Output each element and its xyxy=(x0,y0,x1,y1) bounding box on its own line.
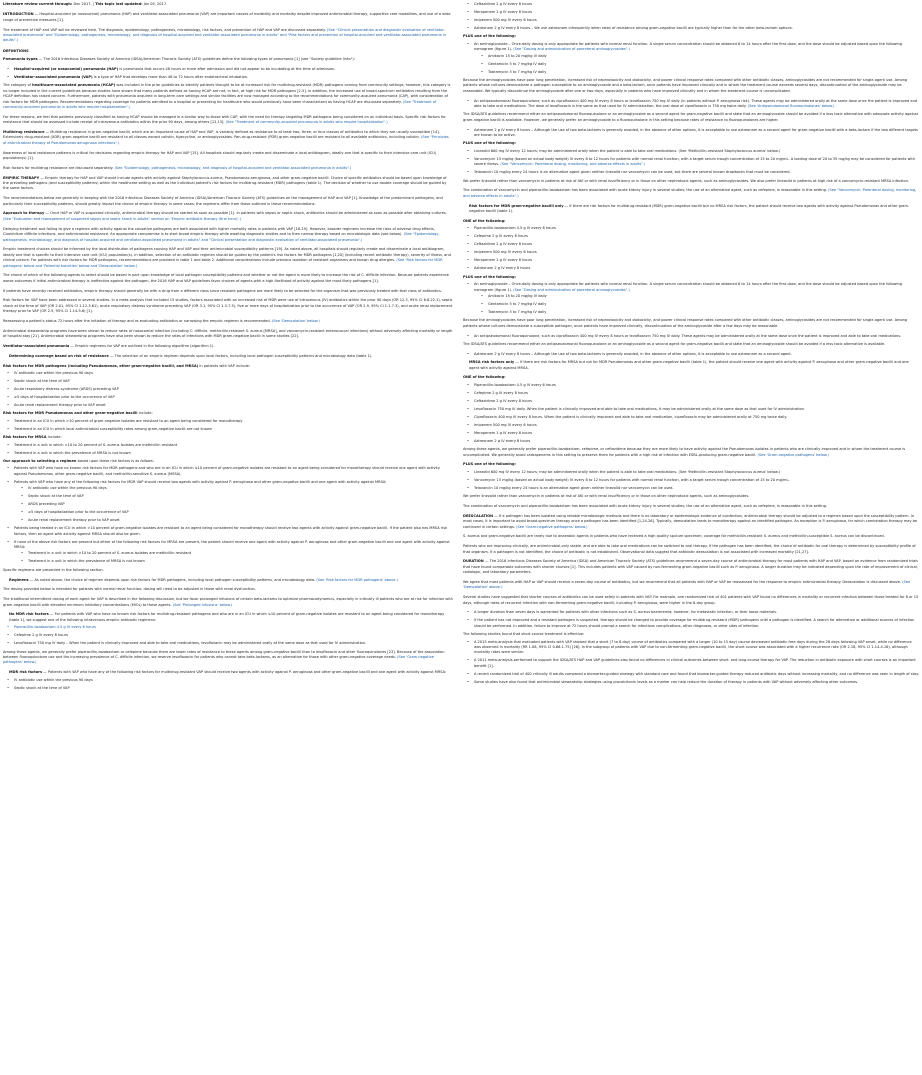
mdr-text: Multidrug resistance in gram-negative bacilli, which are an important cause of HAP and VAP, is variably defined as resistance to at least two, three, or four classes of antibiotics to which they are usually susceptible [14]. Extensively drug-resistant (XDR) gram-negative bacilli are resistant to all classes except colistin, tigecycline, or aminoglycosides. Pan-drug-resistant (PDR) gram-negative bacilli are resistant to all available antibiotics, including colistin. xyxy=(3,130,440,140)
list-item: • Septic shock at the time of VAP xyxy=(14,379,453,384)
prior-text: For these reasons, we feel that patients previously classified as having HCAP should be managed in a similar way to those with CAP, with the need for therapy targeting MDR pathogens being considered on an individual basis. Specific risk factors for resistance that should be assessed include receipt of intravenous antibiotics within the prior 90 days, among others [12,13]. xyxy=(3,114,446,125)
vap-section-label: Ventilator-associated pneumonia xyxy=(3,343,70,348)
stewardship-paragraph: Antimicrobial stewardship programs have been shown to reduce rates of nosocomial infection (including C. difficile, methicillin-resistant S. aureus [MRSA], and vancomycin-resistant enterococcal infections) without adversely affecting mortality or length of hospital stay [21]. Antimicrobial stewardship programs have also been shown to reduce the rates of infections with MDR gram-negative bacilli in some studies [22]. xyxy=(3,328,453,339)
plus-two-label: PLUS one of the following: xyxy=(463,274,516,279)
intro-paragraph-2 xyxy=(3,28,453,44)
list-item xyxy=(474,282,919,315)
list-item: • IV antibiotic use within the previous 90 days xyxy=(14,371,453,376)
list-item: • Acute renal replacement therapy prior to VAP onset xyxy=(28,518,453,523)
list-item: • A 2011 meta-analysis performed to support the IDSA/ATS HAP and VAP guidelines also found no differences in clinical outcomes between short- and long-course therapy for VAP. The reduction in antibiotic exposure with short courses is an important benefit [1]. xyxy=(474,658,919,669)
among-text: Among these agents, we generally prefer piperacillin-tazobactam or cefepime because there are lower rates of resistance to these agents among gram-negative bacilli than to levofloxacin and other fluoroquinolones [23]. Because of the association between fluoroquinolone use and the increasing prevalence of C. difficile infection, we reserve levofloxacin for patients who cannot take beta-lactams, as an alternative for those with other gram-negative coverage needs. xyxy=(3,649,445,660)
list-item: • An antipseudomonal fluoroquinolone, such as ciprofloxacin 400 mg IV every 8 hours or levofloxacin 750 mg IV daily. These agents may be administered orally at the same dose once the patient is improved and able to take oral medications. xyxy=(474,334,919,339)
mrsa-risk-list xyxy=(3,443,453,456)
we-prefer2-paragraph: We prefer linezolid rather than vancomycin in patients at risk of AKI or with renal insufficiency or in those on other nephrotoxic agents, such as aminoglycosides. xyxy=(463,494,750,499)
list-item: • Linezolid 600 mg IV every 12 hours; may be administered orally when the patient is able to take oral medications. (See 'Methicillin-resistant Staphylococcus aureus' below.) xyxy=(474,149,919,154)
hcap-link[interactable]: (See "Treatment of community-acquired pneumonia in adults who require hospitalization".) xyxy=(3,99,437,110)
hcap-text: was included in the prior guidelines to identify patients thought to be at increased risk for multidrug-resistant (MDR) pathogens coming from community settings; however, this category is no longer included in the current guidelines because studies have shown that many patients defined as having HCAP are not, in fact, at high risk for MDR pathogens [2-5]. In addition, the increased use of broad-spectrum antibiotics resulting from the HCAP definition has raised concern. Furthermore, patients with pneumonia acquired in long-term care settings and similar facilities are now managed according to the recommendations for community-acquired pneumonia (CAP), with consideration of risk factors for MDR pathogens. Recommendations regarding coverage for patients admitted to a hospital or presenting for healthcare who would previously have been characterized as having HCAP are discussed separately. xyxy=(3,83,451,104)
our-approach-heading xyxy=(3,459,453,464)
combo-paragraph xyxy=(463,188,919,199)
duration-paragraph: DURATION — The 2016 Infectious Diseases Society of America (IDSA) and American Thoracic Society (ATS) guidelines recommend a seven-day course of antimicrobial therapy for most patients with HAP and VAP, based on evidence from randomized trials that have found comparable outcomes with shorter courses [1]. This includes patients with VAP caused by non-fermenting gram-negative bacilli such as P. aeruginosa. A longer duration may be indicated depending upon the rate of improvement of clinical, radiologic, and laboratory parameters. xyxy=(463,559,918,575)
mdr-gn-text: If there are risk factors for multidrug-resistant (MDR) gram-negative bacilli but no MRSA risk factors, the patient should receive two agents with activity against Pseudomonas and other gram-negative bacilli (table 1). xyxy=(469,203,910,214)
mdr-risk-suffix: in patients with VAP include: xyxy=(199,363,250,368)
dosing-paragraph: The dosing provided below is intended for patients with normal renal function; dosing will need to be adjusted in those with renal dysfunction. xyxy=(3,587,256,592)
mrsa-agent-list xyxy=(463,149,919,176)
mrsa-risk-label: Risk factors for MRSA xyxy=(3,435,47,440)
definitions-heading: DEFINITIONS xyxy=(3,48,29,53)
reassess-link[interactable]: (See 'Deescalation' below.) xyxy=(271,318,320,323)
delay-paragraph xyxy=(3,227,453,243)
list-item: • Imipenem 500 mg IV every 6 hours xyxy=(474,250,919,255)
list-item: • Septic shock at the time of VAP xyxy=(28,494,453,499)
list-item: • Piperacillin-tazobactam 4.5 g IV every 6 hours xyxy=(14,625,453,630)
among2-paragraph xyxy=(463,447,919,458)
list-item: • Aztreonam 2 g IV every 8 hours – Although the use of two beta-lactams is generally avoided, in the absence of other options, it is acceptable to use aztreonam as a second agent. xyxy=(474,352,919,357)
traditional-paragraph xyxy=(3,597,453,608)
list-item: • Telavancin 10 mg/kg every 24 hours is an alternative agent given neither linezolid nor vancomycin can be used, but there are several known drawbacks that must be considered. xyxy=(474,170,919,175)
risk-factors-paragraph: Risk factors for VAP have been addressed in several studies. In a meta-analysis that included 15 studies, factors associated with an increased risk of MDR were use of intravenous (IV) antibiotics within the prior 90 days (OR 12.3, 95% CI 6.8-22.1), septic shock at the time of VAP (OR 2.01, 95% CI 1.12-3.61), acute respiratory distress syndrome preceding VAP (OR 3.1, 95% CI 1.3-7.5), five or more days of hospitalization prior to the occurrence of VAP (OR 2.9, 95% CI 1.1-7.3), and acute renal replacement therapy prior to VAP (OR 2.5, 95% CI 1.14-5.6) [1]. xyxy=(3,298,453,314)
fq2-list xyxy=(463,334,919,339)
mdr-link[interactable]: (See "Principles of antimicrobial therapy of Pseudomonas aeruginosa infections".) xyxy=(3,135,449,145)
list-item: • Treatment in a unit in which >10 to 20 percent of S. aureus isolates are methicillin resistant xyxy=(28,551,453,556)
list-item: • Vancomycin 15 mg/kg (based on actual body weight) IV every 8 to 12 hours for patients with normal renal function, with a target serum trough concentration of 15 to 20 mg/mL. xyxy=(474,478,919,483)
plus-label: PLUS one of the following: xyxy=(463,34,516,39)
risk-link[interactable]: (See "Epidemiology, pathogenesis, microbiology, and diagnosis of hospital-acquired and ventilator-associated pneumonia in adults".) xyxy=(114,165,352,170)
deescalation-heading: DEESCALATION xyxy=(463,513,494,518)
list-item xyxy=(474,99,919,110)
review-label: Literature review current through: xyxy=(3,2,73,6)
one-list xyxy=(463,226,919,271)
one2-list xyxy=(463,383,919,444)
amino-sub-list xyxy=(474,54,919,75)
prior-link[interactable]: (See "Treatment of community-acquired pneumonia in adults who require hospitalization".) xyxy=(225,120,388,125)
list-item: • ≥5 days of hospitalization prior to the occurrence of VAP xyxy=(14,395,453,400)
no-mdr-text: For patients with VAP who have no known risk factors for multidrug-resistant pathogens and who are in an ICU in which ≤10 percent of gram-negative isolates are resistant to an agent being considered for monotherapy (table 1), we suggest one of the following intravenous empiric antibiotic regimens: xyxy=(9,612,445,622)
traditional-text: The traditional intermittent dosing of each agent for VAP is described in the following discussion, but we favor prolonged infusions of certain beta-lactams to optimize pharmacodynamics, especially in critically ill patients who are at risk for infection with gram-negative bacilli with elevated minimum inhibitory concentrations (MICs) to these agents. xyxy=(3,597,453,607)
mdr-vap-paragraph: MDR risk factors — Patients with VAP who have any of the following risk factors for multidrug-resistant VAP should receive two agents with activity against P. aeruginosa and other gram-negative bacilli and one agent with activity against MRSA: xyxy=(9,670,447,675)
recommendations-paragraph: The recommendations below are generally in keeping with the 2016 Infectious Diseases Society of America (IDSA)/American Thoracic Society (ATS) guidelines on the management of HAP and VAP [1]. Knowledge of the predominant pathogens, and particularly their susceptibility patterns, should greatly impact the choice of empiric therapy in some cases; the regimens differ from those outlined in these recommendations. xyxy=(3,196,443,206)
list-item: • A recent randomized trial of 400 critically ill adults compared a biomarker-guided strategy with standard care and found that biomarker-guided therapy reduced antibiotic days without increasing mortality, and no difference was seen in length of stay. xyxy=(474,672,919,677)
amino2-paragraph: Because the aminoglycosides have poor lung penetration, increased risk of nephrotoxicity and ototoxicity, and poorer clinical response rates compared with other antibiotic classes, aminoglycosides are not recommended for single-agent use. Among patients whose cultures demonstrate a susceptible pathogen, once patients have improved clinically, discontinuation of the aminoglycoside after a few days may be reasonable. xyxy=(463,318,908,328)
list-item: • Gentamicin 5 to 7 mg/kg IV daily xyxy=(488,62,919,67)
traditional-link[interactable]: (See 'Prolonged infusions' below.) xyxy=(172,602,233,607)
approach-item-text: Patients with VAP who have any of the following risk factors for MDR VAP should receive two agents with activity against P. aeruginosa and other gram-negative bacilli and one agent with activity against MRSA: xyxy=(14,479,387,484)
risk-text: Risk factors for multidrug resistance are discussed separately. xyxy=(3,165,114,170)
list-item: • Septic shock at the time of VAP xyxy=(14,686,453,691)
list-item: • Telavancin 10 mg/kg every 24 hours is an alternative agent given neither linezolid nor vancomycin can be used. xyxy=(474,486,919,491)
intro-heading: INTRODUCTION xyxy=(3,12,34,17)
pseudo-risk-heading xyxy=(3,411,453,416)
list-item: • Meropenem 1 g IV every 8 hours xyxy=(474,258,919,263)
approach-item-text: If none of the above risk factors are present but either of the following risk factors for MRSA are present, the patient should receive one agent with activity against P. aeruginosa and other gram-negative bacilli and one agent with activity against MRSA: xyxy=(14,539,450,549)
list-item: • Acute renal replacement therapy prior to VAP onset xyxy=(14,403,453,408)
list-item: • Imipenem 500 mg IV every 6 hours xyxy=(474,18,919,23)
list-item: • Cefepime 2 g IV every 8 hours xyxy=(474,234,919,239)
empiric-paragraph: EMPIRIC THERAPY — Empiric therapy for HAP and VAP should include agents with activity against Staphylococcus aureus, Pseudomonas aeruginosa, and other gram-negative bacilli. Choice of specific antibiotics should be based upon knowledge of the prevailing pathogens (and susceptibility patterns) within the healthcare setting as well as the individual patient's risk factors for multidrug-resistant (MDR) pathogens (table 1). The decision of whether to use double coverage should be guided by the same factors. xyxy=(3,175,447,191)
fq-item-text: An antipseudomonal fluoroquinolone, such as ciprofloxacin 400 mg IV every 8 hours or levofloxacin 750 mg IV daily (in patients without P. aeruginosa risk). These agents may be administered orally at the same dose once the patient is improved and able to take oral medications. The dose of levofloxacin is the same as that used for IV administration; the oral dose of ciprofloxacin is 750 mg twice daily. xyxy=(474,98,918,109)
list-item: • Gentamicin 5 to 7 mg/kg IV daily xyxy=(488,302,919,307)
left-column xyxy=(3,2,453,1073)
mrsa2-list xyxy=(463,470,919,491)
choice-paragraph xyxy=(3,247,453,269)
list-item: • Treatment in a unit in which the prevalence of MRSA is not known xyxy=(28,559,453,564)
intro-paragraph: INTRODUCTION — Hospital-acquired (or nosocomial) pneumonia (HAP) and ventilator-associated pneumonia (VAP) are important causes of morbidity and mortality despite improved antimicrobial therapy, supportive care modalities, and use of a wide range of preventive measures [1]. xyxy=(3,12,451,22)
among-link[interactable]: (See 'Gram-negative pathogens' below.) xyxy=(3,655,434,665)
amino2-link[interactable]: (See "Dosing and administration of parenteral aminoglycosides".) xyxy=(513,287,630,292)
list-item: • Some studies have also found that antimicrobial stewardship strategies using procalcitonin levels as a marker can help reduce the duration of therapy in patients with VAP without adversely affecting other outcomes. xyxy=(474,680,919,685)
list-item: • Imipenem 500 mg IV every 6 hours xyxy=(474,423,919,428)
list-item: • ≥5 days of hospitalization prior to the occurrence of VAP xyxy=(28,510,453,515)
reassess-text: Reassessing a patient's status 72 hours after the initiation of therapy and re-evaluating antibiotics or narrowing the empiric regimen is recommended. xyxy=(3,318,271,323)
list-item xyxy=(474,157,919,168)
empiric-heading: EMPIRIC THERAPY xyxy=(3,175,40,180)
azt2-list xyxy=(463,352,919,357)
list-item xyxy=(14,480,453,524)
aztreonam-list xyxy=(463,128,919,139)
list-item: • A longer duration than seven days is warranted for patients with other infections such as S. aureus bacteremia; however, for metastatic infection, or their loose materials. xyxy=(474,610,919,615)
among-paragraph xyxy=(3,650,453,666)
vap-section: Ventilator-associated pneumonia — Empiric regimens for VAP are outlined in the following algorithm (algorithm 1). xyxy=(3,343,215,348)
coverage-paragraph: Determining coverage based on risk of resistance — The selection of an empiric regimen depends upon local factors, including local pathogen susceptibility patterns and microbiology data (table 1). xyxy=(9,353,373,358)
our-approach-label: Our approach to selecting a regimen xyxy=(3,458,77,463)
vap-label: Ventilator-associated pneumonia (VAP) xyxy=(14,75,93,80)
plus-one-label: PLUS one of the following: xyxy=(463,141,516,146)
regimens-paragraph: Regimens — As noted above, the choice of regimen depends upon risk factors for MDR pathogens, including local pathogen susceptibility patterns, and microbiology data. (See 'Risk factors for MDR pathogens' above.) xyxy=(9,577,398,582)
list-item xyxy=(14,67,453,72)
list-item: • A 2015 meta-analysis that evaluated patients with VAP showed that a short (7 to 8 day) course of antibiotics compared with a longer (10 to 15 day) course decreased antibiotic-free days during the 28 days following VAP onset, while no difference was observed in mortality (RR 1.08, 95% CI 0.66-1.75) [28]. In the subgroup of patients with VAP due to non-fermenting gram-negative bacilli, the short course was associated with a higher recurrence rate (OR 2.18, 95% CI 1.14-4.16), although mortality rates were similar. xyxy=(474,640,919,656)
delay-text: Delaying treatment and failing to give a regimen with activity against the causative pathogens are both associated with higher mortality rates in patients with VAP [16-19]. However, broader regimens increase the risks of adverse drug effects, Clostridium difficile infections, and antimicrobial resistance. An appropriate compromise is to start broad empiric therapy while awaiting diagnostic studies and to then narrow therapy based on microbiologic data (see below). xyxy=(3,226,435,237)
approach-text: Once HAP or VAP is suspected clinically, antimicrobial therapy should be started as soon as possible [1]. In patients with sepsis or septic shock, antibiotics should be administered as soon as possible after obtaining cultures. xyxy=(50,211,447,216)
choice-link[interactable]: (See 'Risk factors for MDR pathogens' below and 'Potential toxicities' below and 'Deescalation' below.) xyxy=(3,258,443,268)
empiric-text: Empiric therapy for HAP and VAP should include agents with activity against Staphylococcus aureus, Pseudomonas aeruginosa, and other gram-negative bacilli. Choice of specific antibiotics should be based upon knowledge of the prevailing pathogens (and susceptibility patterns) within the healthcare setting as well as the individual patient's risk factors for multidrug-resistant (MDR) pathogens (table 1). The decision of whether to use double coverage should be guided by the same factors. xyxy=(3,175,447,191)
list-item: • Levofloxacin 750 mg IV daily – When the patient is clinically improved and able to take oral medications, levofloxacin may be administered orally at the same dose as that used for IV administration. xyxy=(14,641,453,646)
mdr-gn-paragraph: Risk factors for MDR gram-negative bacilli only — If there are risk factors for multidrug-resistant (MDR) gram-negative bacilli but no MRSA risk factors, the patient should receive two agents with activity against Pseudomonas and other gram-negative bacilli (table 1). xyxy=(469,203,910,214)
list-item: • IV antibiotic use within the previous 90 days xyxy=(14,678,453,683)
prior-paragraph xyxy=(3,115,453,126)
we-prefer-paragraph: We prefer linezolid rather than vancomycin in patients at risk of AKI or with renal insufficiency or in those on other nephrotoxic agents, such as aminoglycosides. We also prefer linezolid in patients at high risk of a vancomycin-resistant MRSA infection. xyxy=(463,178,909,183)
list-item xyxy=(14,540,453,565)
intro-links[interactable]: (See "Clinical presentation and diagnostic evaluation of ventilator-associated pneumonia" and "Epidemiology, pathogenesis, microbiology, and diagnosis of hospital-acquired and ventilator-associated pneumonia in adults" and "Risk factors and prevention of hospital-acquired and ventilator-associated pneumonia in adults".) xyxy=(3,27,447,43)
right-column xyxy=(463,2,919,1073)
among2-text: Among these agents, we generally prefer piperacillin-tazobactam, cefepime, or ceftazidime because they are more likely to have activity against the Pseudomonas isolates in patients who are clinically improved and in whom the treatment course is uncomplicated. We generally avoid carbapenems in this setting to preserve them for patients with a high risk of infection with ESBL-producing gram-negative bacilli. xyxy=(463,447,906,457)
fq-link[interactable]: (See 'Antipseudomonal fluoroquinolones' below.) xyxy=(747,104,835,109)
hcap-paragraph xyxy=(3,83,453,110)
studies-label: The following studies found that short-course treatment is effective: xyxy=(463,632,585,637)
pneumonia-types: Pneumonia types — The 2016 Infectious Diseases Society of America (IDSA)/American Thoracic Society (ATS) guidelines define the following types of pneumonia [1] (see "Society guideline links"): xyxy=(3,57,356,62)
list-item xyxy=(14,75,453,80)
pseudo-risk-suffix: include: xyxy=(138,411,153,416)
list-item: • Piperacillin-tazobactam 4.5 g IV every 6 hours xyxy=(474,383,919,388)
approach-sub-list xyxy=(14,486,453,523)
study-list xyxy=(463,640,919,686)
list-item: • Patients with VAP who have no known risk factors for MDR pathogens and who are in an ICU in which ≤10 percent of gram-negative isolates are resistant to an agent being considered for monotherapy should receive one agent with activity against Pseudomonas, other gram-negative bacilli, and methicillin-sensitive S. aureus (MSSA). xyxy=(14,466,453,477)
deescalation-link[interactable]: (See 'Gram-negative pathogens' below.) xyxy=(516,524,588,529)
we-agree-text: We agree that most patients with HAP or VAP should receive a seven-day course of antibiotics, but we recommend that all patients with HAP or VAP be reassessed for the response to empiric antimicrobial therapy. Deescalation is discussed above. xyxy=(463,579,902,584)
list-item: • Treatment in a unit in which >10 to 20 percent of S. aureus isolates are methicillin resistant xyxy=(14,443,453,448)
amino2-list xyxy=(463,282,919,315)
mdr-risk-label: Risk factors for MDR pathogens (including Pseudomonas, other gram-negative bacilli, and MRSA) xyxy=(3,363,199,368)
list-item: • Aztreonam 2 g IV every 8 hours xyxy=(474,266,919,271)
list-item: • Ceftazidime 2 g IV every 8 hours xyxy=(474,399,919,404)
pneumonia-types-text: The 2016 Infectious Diseases Society of America (IDSA)/American Thoracic Society (ATS) guidelines define the following types of pneumonia [1] (see "Society guideline links"): xyxy=(43,57,356,62)
list-item: • Tobramycin 5 to 7 mg/kg IV daily xyxy=(488,70,919,75)
list-item: • Ceftazidime 2 g IV every 8 hours xyxy=(474,2,919,7)
hcap-label: healthcare-associated pneumonia (HCAP) xyxy=(32,83,116,88)
top-regimen-list xyxy=(463,2,919,31)
combo-link[interactable]: (See "Vancomycin: Parenteral dosing, monitoring, and adverse effects in adults".) xyxy=(463,188,917,198)
studies-paragraph: Several studies have suggested that shorter courses of antibiotics can be used safely in patients with VAP. For example, one randomized trial of 401 patients with VAP found no differences in mortality or recurrent infection between those treated for 8 or 15 days, although rates of recurrent infection with non-fermenting gram-negative bacilli, including P. aeruginosa, were higher in the 8-day group. xyxy=(463,595,919,605)
list-item: • Levofloxacin 750 mg IV daily. When the patient is clinically improved and able to take oral medications, it may be administered orally at the same dose as that used for IV administration. xyxy=(474,407,919,412)
coverage-label: Determining coverage based on risk of resistance xyxy=(9,353,109,358)
vanco-text: Vancomycin 15 mg/kg (based on actual body weight) IV every 8 to 12 hours for patients with normal renal function, with a target serum trough concentration of 15 to 20 mg/mL. A loading dose of 20 to 35 mg/kg may be considered for patients with severe illness. xyxy=(474,156,916,167)
mrsa-only-text: If there are risk factors for MRSA but not for MDR Pseudomonas and other gram-negative bacilli (table 1), the patient should receive one agent with activity against P. aeruginosa and other gram-negative bacilli and one agent with activity against MRSA. xyxy=(469,360,909,370)
plus3-label: PLUS one of the following: xyxy=(463,462,516,467)
our-approach-suffix: based upon these risk factors is as follows: xyxy=(77,458,154,463)
among2-link[interactable]: (See 'Gram-negative pathogens' below.) xyxy=(757,452,829,457)
delay-link[interactable]: (See "Epidemiology, pathogenesis, microbiology, and diagnosis of hospital-acquired and ventilator-associated pneumonia in adults" and "Clinical presentation and diagnostic evaluation of ventilator-associated pneumonia".) xyxy=(3,232,440,242)
if-pathogen-paragraph: S. aureus and gram-negative bacilli are rarely due to anaerobic agents in patients who have received a high quality sputum specimen; coverage for methicillin-resistant S. aureus and methicillin-susceptible S. aureus can be discontinued. xyxy=(463,534,885,539)
list-item: • Acute respiratory distress syndrome (ARDS) preceding VAP xyxy=(14,387,453,392)
fq2-paragraph: The IDSA/ATS guidelines recommend either an antipseudomonal fluoroquinolone or an aminoglycoside as a second agent for gram-negative bacilli and state that an aminoglycoside should be avoided if a less toxic alternative is available. xyxy=(463,341,886,346)
list-item: • Ciprofloxacin 400 mg IV every 8 hours. When the patient is clinically improved and able to take oral medication, ciprofloxacin may be administered orally at 750 mg twice daily. xyxy=(474,415,919,420)
list-item: • Treatment in an ICU in which local antimicrobial susceptibility rates among gram-negative bacilli are not known xyxy=(14,427,453,432)
list-item: • If the patient has not improved and a resistant pathogen is suspected, therapy should be changed to provide coverage for multidrug-resistant (MDR) pathogens until a pathogen is identified. A search for alternative or additional sources of infection should be performed. In addition, failure to improve at 72 hours should prompt a search for infectious complications, other diagnoses, or other sites of infection. xyxy=(474,618,919,629)
mdr-risk-list xyxy=(3,371,453,408)
approach-link[interactable]: (See "Evaluation and management of suspected sepsis and septic shock in adults" section on 'Empiric antibiotic therapy (first hour)'.) xyxy=(3,216,242,221)
topic-meta: Literature review current through: Dec 2017. | This topic last updated: Jan 05, 2017. xyxy=(3,2,168,6)
list-item: • ARDS preceding VAP xyxy=(28,502,453,507)
list-item: • Tobramycin 5 to 7 mg/kg IV daily xyxy=(488,310,919,315)
regimens-link[interactable]: (See 'Risk factors for MDR pathogens' above.) xyxy=(316,577,398,582)
list-item: • Meropenem 1 g IV every 8 hours xyxy=(474,10,919,15)
we-agree-paragraph xyxy=(463,580,919,591)
fluoroquinolone-list xyxy=(463,99,919,110)
list-item: • Amikacin 15 to 20 mg/kg IV daily xyxy=(488,54,919,59)
list-item: • Linezolid 600 mg IV every 12 hours; may be administered orally when the patient is able to take oral medications. (See 'Methicillin-resistant Staphylococcus aureus' below.) xyxy=(474,470,919,475)
idsa-paragraph: The IDSA/ATS guidelines recommend either an antipseudomonal fluoroquinolone or an aminoglycoside as a second agent for gram-negative bacilli and state that an aminoglycoside should be avoided if a less toxic alternative with adequate activity against gram-negative bacilli is available. However, we generally prefer an aminoglycoside to a fluoroquinolone in this setting because rates of resistance to fluoroquinolones are higher. xyxy=(463,112,919,122)
deescalation-paragraph: DEESCALATION — If a pathogen has been isolated using reliable microbiologic methods and there is no laboratory or epidemiologic evidence of coinfection, antimicrobial therapy should be adjusted to a regimen based upon the susceptibility pattern. In most cases, it is important to avoid broad-spectrum therapy once a pathogen has been identified [1,24-26]. Typically, deescalation leads to monotherapy against an identified pathogen. An exception is P. aeruginosa, for which combination therapy may be continued in certain settings. (See 'Gram-negative pathogens' below.) xyxy=(463,513,918,529)
list-item: • Treatment in an ICU in which >10 percent of gram-negative isolates are resistant to an agent being considered for monotherapy xyxy=(14,419,453,424)
one-label: ONE of the following: xyxy=(463,218,506,223)
list-item: • Ceftazidime 2 g IV every 8 hours xyxy=(474,242,919,247)
list-item: • Treatment in a unit in which the prevalence of MRSA is not known xyxy=(14,451,453,456)
list-item: • Cefepime 2 g IV every 8 hours xyxy=(14,633,453,638)
combo2-paragraph: The combination of vancomycin and piperacillin-tazobactam has been associated with acute kidney injury in several studies; the use of an alternative agent, such as cefepime, is reasonable in this setting. xyxy=(463,503,827,508)
patients-paragraph: Patients who are improving clinically, are antimicrobial-only stable, and are able to take oral medications can be switched to oral therapy. If the pathogen has been identified, the choice of antibiotic for oral therapy is determined by susceptibility profile of that organism. If a pathogen is not identified, the choice of antibiotic is not established. Observational data suggest that antibiotic deescalation is not associated with increased mortality [21,27]. xyxy=(463,544,916,554)
mrsa-risk-heading xyxy=(3,435,453,440)
combo-text: The combination of vancomycin and piperacillin-tazobactam has been associated with acute kidney injury in several studies; the use of an alternative agent, such as cefepime, is reasonable in this setting. xyxy=(463,188,827,193)
coverage-text: The selection of an empiric regimen depends upon local factors, including local pathogen susceptibility patterns and microbiology data (table 1). xyxy=(114,353,373,358)
amino-paragraph: Because the aminoglycosides have poor lung penetration, increased risk of nephrotoxicity and ototoxicity, and poorer clinical response rates compared with other antibiotic classes, aminoglycosides are not recommended for single-agent use. Among patients whose cultures demonstrate a pathogen susceptible to an aminoglycoside and a beta-lactam, once patients have improved clinically and in whom the treatment course exceeds several days, discontinuation of the aminoglycoside may be reasonable. We typically discontinue the aminoglycoside after one or two days, especially in patients who have improved clinically and in whom the treatment course is uncomplicated. xyxy=(463,78,908,93)
list-item: • Aztreonam 2 g IV every 8 hours – Although the use of two beta-lactams is generally avoided, in the absence of other options, it is acceptable to use aztreonam as a second agent for gram-negative bacilli with a beta-lactam if the two different targets are known to be active. xyxy=(474,128,919,139)
amino-link[interactable]: (See "Dosing and administration of parenteral aminoglycosides".) xyxy=(513,47,630,52)
vap-section-text: Empiric regimens for VAP are outlined in the following algorithm (algorithm 1). xyxy=(75,343,215,348)
mrsa-risk-suffix: include: xyxy=(47,435,62,440)
mdr-paragraph: Multidrug resistance — Multidrug resistance in gram-negative bacilli, which are an important cause of HAP and VAP, is variably defined as resistance to at least two, three, or four classes of antibiotics to which they are usually susceptible [14]. Extensively drug-resistant (XDR) gram-negative bacilli are resistant to all classes except colistin, tigecycline, or aminoglycosides. Pan-drug-resistant (PDR) gram-negative bacilli are resistant to all available antibiotics, including colistin. (See "Principles of antimicrobial therapy of Pseudomonas aeruginosa infections".) xyxy=(3,130,449,145)
mdr-vap-label: MDR risk factors xyxy=(9,670,43,675)
list-item xyxy=(474,42,919,75)
list-item: • Meropenem 1 g IV every 8 hours xyxy=(474,431,919,436)
mdr-label: Multidrug resistance xyxy=(3,130,45,135)
deescalation-text: If a pathogen has been isolated using reliable microbiologic methods and there is no laboratory or epidemiologic evidence of coinfection, antimicrobial therapy should be adjusted to a regimen based upon the susceptibility pattern. In most cases, it is important to avoid broad-spectrum therapy once a pathogen has been identified [1,24-26]. Typically, deescalation leads to monotherapy against an identified pathogen. An exception is P. aeruginosa, for which combination therapy may be continued in certain settings. xyxy=(463,513,918,529)
updated-label: This topic last updated: xyxy=(95,2,143,6)
hap-text: is pneumonia that occurs 48 hours or more after admission and did not appear to be incubating at the time of admission. xyxy=(119,67,336,72)
no-mdr-paragraph: No MDR risk factors — For patients with VAP who have no known risk factors for multidrug-resistant pathogens and who are in an ICU in which ≤10 percent of gram-negative isolates are resistant to an agent being considered for monotherapy (table 1), we suggest one of the following intravenous empiric antibiotic regimens: xyxy=(9,612,445,622)
amino2-text: An aminoglycoside – Once-daily dosing is only appropriate for patients with normal renal function. A single serum concentration should be obtained 6 to 14 hours after the first dose, and the dose should be adjusted based upon the following nomogram (figure 1). xyxy=(474,282,903,292)
list-item: • Piperacillin-tazobactam 4.5 g IV every 6 hours xyxy=(474,226,919,231)
list-item: • IV antibiotic use within the previous 90 days xyxy=(28,486,453,491)
approach-label: Approach to therapy xyxy=(3,211,45,216)
pseudo-risk-list xyxy=(3,419,453,432)
mdr-risk-heading xyxy=(3,364,453,369)
mdr-gn-label: Risk factors for MDR gram-negative bacilli only xyxy=(469,203,564,208)
intro-text: Hospital-acquired (or nosocomial) pneumonia (HAP) and ventilator-associated pneumonia (VAP) are important causes of morbidity and mortality despite improved antimicrobial therapy, supportive care modalities, and use of a wide range of preventive measures [1]. xyxy=(3,12,451,22)
duration-heading: DURATION xyxy=(463,559,484,564)
we-agree-link[interactable]: (See 'Deescalation' above.) xyxy=(463,579,911,590)
mdr-vap-text: Patients with VAP who have any of the following risk factors for multidrug-resistant VAP should receive two agents with activity against P. aeruginosa and other gram-negative bacilli and one agent with activity against MRSA: xyxy=(47,670,447,675)
pneumonia-type-list xyxy=(3,67,453,80)
updated-date: Jan 05, 2017. xyxy=(143,2,168,6)
list-item: • Cefepime 2 g IV every 8 hours xyxy=(474,391,919,396)
no-mdr-label: No MDR risk factors xyxy=(9,612,49,617)
intro-text-2: The treatment of HAP and VAP will be reviewed here. The diagnosis, epidemiology, pathogenesis, microbiology, risk factors, and prevention of HAP and VAP are discussed separately. xyxy=(3,27,326,32)
our-approach-list xyxy=(3,466,453,564)
hap-label: Hospital-acquired (or nosocomial) pneumonia (HAP) xyxy=(14,67,119,72)
list-item: • Patients being treated in an ICU in which >10 percent of gram-negative isolates are resistant to an agent being considered for monotherapy should receive two agents with activity against gram-negative bacilli. If the patient also has MRSA risk factors, then an agent with activity against MRSA should also be given. xyxy=(14,526,453,537)
reassess-paragraph xyxy=(3,319,453,324)
mdr-vap-list xyxy=(3,678,453,691)
no-mdr-list xyxy=(3,625,453,646)
list-item: • Amikacin 15 to 20 mg/kg IV daily xyxy=(488,294,919,299)
hcap-lead: The category of xyxy=(3,83,31,88)
choice-text: Empiric treatment choices should be informed by the local distribution of pathogens causing HAP and VAP and their antimicrobial susceptibility patterns [19]. As noted above, all hospitals should regularly create and disseminate a local antibiogram, ideally one that is specific to their intensive care unit (ICU) population(s). In addition, selection of an antibiotic regimen should be guided by the patient's risk factors for MDR pathogens [1,20] (including recent antibiotic therapy), severity of illness, and clinical picture. For patients with risk factors for MDR pathogens, recommendations are provided in table 1 and table 2. Additional considerations include previous isolation of resistant organisms and known drug allergies. xyxy=(3,247,451,263)
vanco-link[interactable]: (See "Vancomycin: Parenteral dosing, monitoring, and adverse effects in adults".) xyxy=(500,162,646,167)
amino-item-text: An aminoglycoside – Once-daily dosing is only appropriate for patients with normal renal function. A single serum concentration should be obtained 6 to 14 hours after the first dose, and the dose should be adjusted based upon the following nomogram (figure 1). xyxy=(474,41,903,52)
aminoglycoside-list xyxy=(463,42,919,75)
regimens-text: As noted above, the choice of regimen depends upon risk factors for MDR pathogens, including local pathogen susceptibility patterns, and microbiology data. xyxy=(34,577,316,582)
review-date: Dec 2017. xyxy=(73,2,92,6)
pseudo-risk-label: Risk factors for MDR Pseudomonas and other gram-negative bacilli xyxy=(3,411,138,416)
one2-label: ONE of the following: xyxy=(463,375,506,380)
approach-mrsa-sub-list xyxy=(14,551,453,564)
amino2-sub-list xyxy=(474,294,919,315)
duration-text: The 2016 Infectious Diseases Society of America (IDSA) and American Thoracic Society (ATS) guidelines recommend a seven-day course of antimicrobial therapy for most patients with HAP and VAP, based on evidence from randomized trials that have found comparable outcomes with shorter courses [1]. This includes patients with VAP caused by non-fermenting gram-negative bacilli such as P. aeruginosa. A longer duration may be indicated depending upon the rate of improvement of clinical, radiologic, and laboratory parameters. xyxy=(463,559,918,575)
regimens-label: Regimens xyxy=(9,577,29,582)
vap-text: is a type of HAP that develops more than 48 to 72 hours after endotracheal intubation. xyxy=(93,75,249,80)
specific-regimens-note: Specific regimens are presented in the following section. xyxy=(3,567,104,572)
list-item: • Aztreonam 2 g IV every 8 hours – We use aztreonam infrequently when rates of resistance among gram-negative bacilli are typically higher than for the other beta-lactam options. xyxy=(474,26,919,31)
duration-bullets xyxy=(463,610,919,629)
iv-paragraph: If patients have recently received antibiotics, empiric therapy should generally be with a drug from a different class since resistant pathogens are more likely to be selected for the organism that was previously treated with that class of antibiotics. xyxy=(3,288,442,293)
approach-paragraph: Approach to therapy — Once HAP or VAP is suspected clinically, antimicrobial therapy should be started as soon as possible [1]. In patients with sepsis or septic shock, antibiotics should be administered as soon as possible after obtaining cultures. (See "Evaluation and management of suspected sepsis and septic shock in adults" section on 'Empiric antibiotic therapy (first hour)'.) xyxy=(3,211,447,221)
selected-paragraph: The choice of which of the following agents to select should be based in part upon knowledge of local pathogen susceptibility patterns and whether or not the agent is more likely to increase the risk of C. difficile infection. Because patients experience worse outcomes if initial antimicrobial therapy is ineffective against the pathogen, the 2016 HAP and VAP guidelines favor choices of agents with a high likelihood of activity against the most likely pathogens [1]. xyxy=(3,273,449,283)
list-item: • Aztreonam 2 g IV every 8 hours xyxy=(474,439,919,444)
pneumonia-types-label: Pneumonia types xyxy=(3,57,38,62)
mrsa-only-paragraph: MRSA risk factors only — If there are risk factors for MRSA but not for MDR Pseudomonas and other gram-negative bacilli (table 1), the patient should receive one agent with activity against P. aeruginosa and other gram-negative bacilli and one agent with activity against MRSA. xyxy=(469,360,909,370)
mrsa-only-label: MRSA risk factors only xyxy=(469,360,515,365)
awareness-paragraph: Awareness of local resistance patterns is critical for decisions regarding empiric therapy for HAP and VAP [15]. All hospitals should regularly create and disseminate a local antibiogram, ideally one that is specific to their intensive care unit (ICU) population(s) [1]. xyxy=(3,150,437,161)
risk-paragraph xyxy=(3,166,453,171)
